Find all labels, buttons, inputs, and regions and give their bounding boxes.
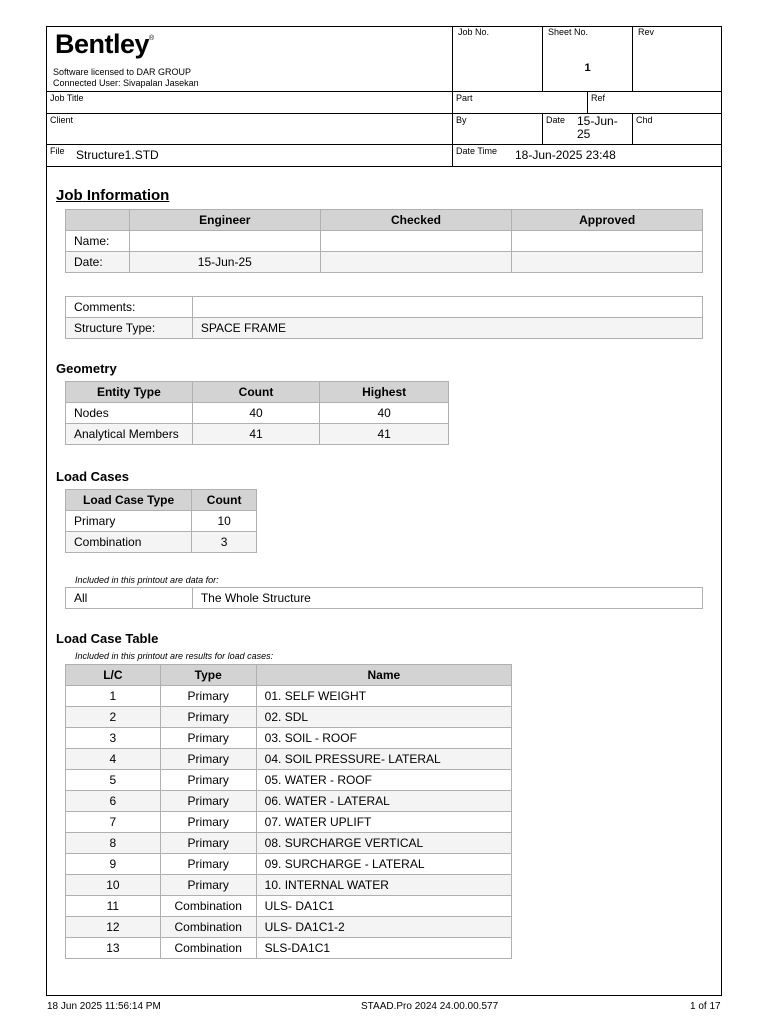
job-info-header: Checked xyxy=(320,210,512,231)
scope-table xyxy=(65,587,703,609)
job-title-label: Job Title xyxy=(50,93,84,103)
load-cases-table: Load Case Type Count Primary 10 Combination 3 xyxy=(65,489,257,553)
header-divider xyxy=(47,91,721,92)
bentley-logo: Bentley® xyxy=(55,29,154,59)
sheet-no-label: Sheet No. xyxy=(548,27,589,37)
job-info-table xyxy=(65,209,703,273)
datetime-value: 18-Jun-2025 23:48 xyxy=(515,148,616,162)
comments-table xyxy=(65,296,703,339)
table-row: 11 Combination ULS- DA1C1 xyxy=(66,896,512,917)
rev-label: Rev xyxy=(638,27,655,37)
table-row: 8 Primary 08. SURCHARGE VERTICAL xyxy=(66,833,512,854)
table-row: 12 Combination ULS- DA1C1-2 xyxy=(66,917,512,938)
header-divider xyxy=(542,27,543,91)
header-divider xyxy=(452,27,453,166)
table-row: Name: xyxy=(66,231,703,252)
footer-page: 1 of 17 xyxy=(690,1001,721,1012)
part-label: Part xyxy=(456,93,473,103)
table-row: Nodes 40 40 xyxy=(66,403,449,424)
table-row: Primary 10 xyxy=(66,511,257,532)
table-row: 1 Primary 01. SELF WEIGHT xyxy=(66,686,512,707)
job-info-header xyxy=(66,210,130,231)
header-divider xyxy=(47,144,721,145)
table-row: All The Whole Structure xyxy=(66,588,703,609)
footer-product: STAAD.Pro 2024 24.00.00.577 xyxy=(361,1001,499,1012)
job-no-label: Job No. xyxy=(458,27,490,37)
job-info-header: Engineer xyxy=(129,210,320,231)
table-row: Analytical Members 41 41 xyxy=(66,424,449,445)
header-divider xyxy=(47,166,721,167)
load-cases-title: Load Cases xyxy=(56,469,129,484)
table-row: 13 Combination SLS-DA1C1 xyxy=(66,938,512,959)
table-row: 9 Primary 09. SURCHARGE - LATERAL xyxy=(66,854,512,875)
table-row: Comments: xyxy=(66,297,703,318)
user-line: Connected User: Sivapalan Jasekan xyxy=(53,78,199,88)
job-information-title: Job Information xyxy=(56,187,170,204)
load-case-table: L/C Type Name 1 Primary 01. SELF WEIGHT 2 Primary 02. SDL 3 Primary 03. SOIL - ROOF 4 Primary 04. SOIL PRESSURE- LATERAL 5 Primary 05. WATER - ROOF 6 Primary 06. WATER - LATERAL 7 Primary 07. WATER UPLIFT 8 Primary 08. SURCHARGE VERTICAL 9 Primary 09. SURCHARGE - LATERAL 10 Primary 10. INTERNAL WATER 11 Combination ULS- DA1C1 12 Combination ULS- DA1C1-2 13 Combination SLS-DA1C1 xyxy=(65,664,512,959)
table-row: 2 Primary 02. SDL xyxy=(66,707,512,728)
table-row: Structure Type: SPACE FRAME xyxy=(66,318,703,339)
table-row: 7 Primary 07. WATER UPLIFT xyxy=(66,812,512,833)
load-case-table-title: Load Case Table xyxy=(56,631,159,646)
license-info xyxy=(53,67,199,89)
ref-label: Ref xyxy=(591,93,606,103)
footer-timestamp: 18 Jun 2025 11:56:14 PM xyxy=(47,1001,161,1012)
geometry-table: Entity Type Count Highest Nodes 40 40 Analytical Members 41 41 xyxy=(65,381,449,445)
datetime-label: Date Time xyxy=(456,146,498,156)
by-label: By xyxy=(456,115,467,125)
header-divider xyxy=(587,91,588,113)
header-divider xyxy=(632,27,633,91)
table-row: Date: 15-Jun-25 xyxy=(66,252,703,273)
chd-label: Chd xyxy=(636,115,653,125)
job-info-header: Approved xyxy=(512,210,703,231)
table-row: 4 Primary 04. SOIL PRESSURE- LATERAL xyxy=(66,749,512,770)
table-row: 3 Primary 03. SOIL - ROOF xyxy=(66,728,512,749)
date-value: 15-Jun- 25 xyxy=(577,114,618,141)
header-divider xyxy=(47,113,721,114)
date-label: Date xyxy=(546,115,566,125)
printout-note: Included in this printout are data for: xyxy=(75,575,219,585)
file-label: File xyxy=(50,146,65,156)
table-row: 6 Primary 06. WATER - LATERAL xyxy=(66,791,512,812)
table-row: 10 Primary 10. INTERNAL WATER xyxy=(66,875,512,896)
sheet-no-value: 1 xyxy=(584,62,591,74)
client-label: Client xyxy=(50,115,74,125)
geometry-title: Geometry xyxy=(56,361,117,376)
file-value: Structure1.STD xyxy=(76,148,159,162)
header-divider xyxy=(632,113,633,144)
table-row: Combination 3 xyxy=(66,532,257,553)
header-divider xyxy=(542,113,543,144)
table-row: 5 Primary 05. WATER - ROOF xyxy=(66,770,512,791)
results-note: Included in this printout are results for load cases: xyxy=(75,651,274,661)
license-line: Software licensed to DAR GROUP xyxy=(53,67,192,77)
